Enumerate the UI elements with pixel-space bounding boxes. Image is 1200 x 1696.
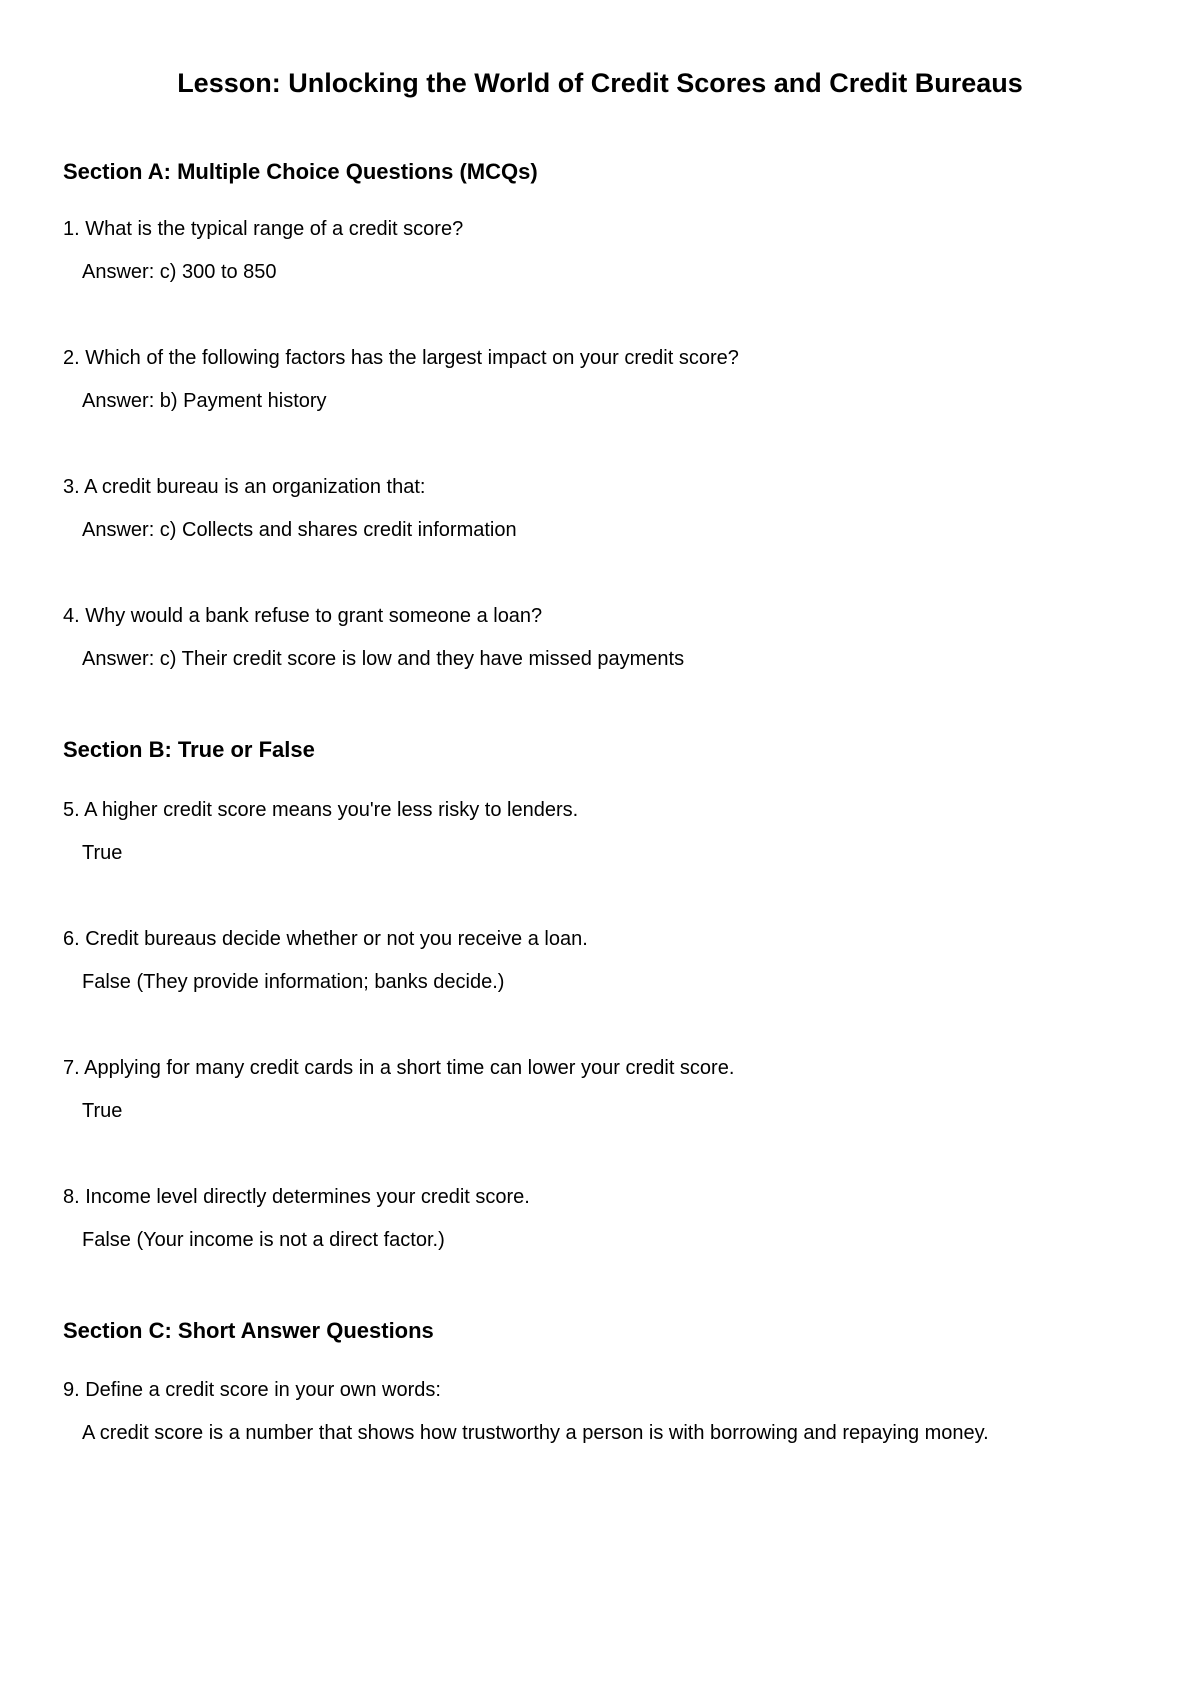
- answer-7: True: [82, 1100, 123, 1122]
- section-b-heading: Section B: True or False: [63, 737, 315, 762]
- answer-1: Answer: c) 300 to 850: [82, 261, 277, 283]
- question-4: 4. Why would a bank refuse to grant someone a loan?: [63, 605, 543, 627]
- answer-5: True: [82, 842, 123, 864]
- question-2: 2. Which of the following factors has the largest impact on your credit score?: [63, 347, 739, 369]
- question-9: 9. Define a credit score in your own words:: [63, 1379, 441, 1401]
- question-6: 6. Credit bureaus decide whether or not you receive a loan.: [63, 928, 588, 950]
- question-7: 7. Applying for many credit cards in a short time can lower your credit score.: [63, 1057, 735, 1079]
- answer-2: Answer: b) Payment history: [82, 390, 327, 412]
- lesson-title: Lesson: Unlocking the World of Credit Scores and Credit Bureaus: [177, 68, 1023, 98]
- answer-8: False (Your income is not a direct factor.): [82, 1229, 445, 1251]
- question-3: 3. A credit bureau is an organization that:: [63, 476, 426, 498]
- answer-4: Answer: c) Their credit score is low and they have missed payments: [82, 648, 685, 670]
- answer-9: A credit score is a number that shows how trustworthy a person is with borrowing and repaying money.: [82, 1422, 989, 1444]
- question-8: 8. Income level directly determines your credit score.: [63, 1186, 530, 1208]
- question-5: 5. A higher credit score means you're less risky to lenders.: [63, 799, 579, 821]
- answer-3: Answer: c) Collects and shares credit information: [82, 519, 517, 541]
- section-c-heading: Section C: Short Answer Questions: [63, 1318, 434, 1343]
- answer-6: False (They provide information; banks decide.): [82, 971, 505, 993]
- question-1: 1. What is the typical range of a credit score?: [63, 218, 464, 240]
- section-a-heading: Section A: Multiple Choice Questions (MCQs): [63, 159, 538, 184]
